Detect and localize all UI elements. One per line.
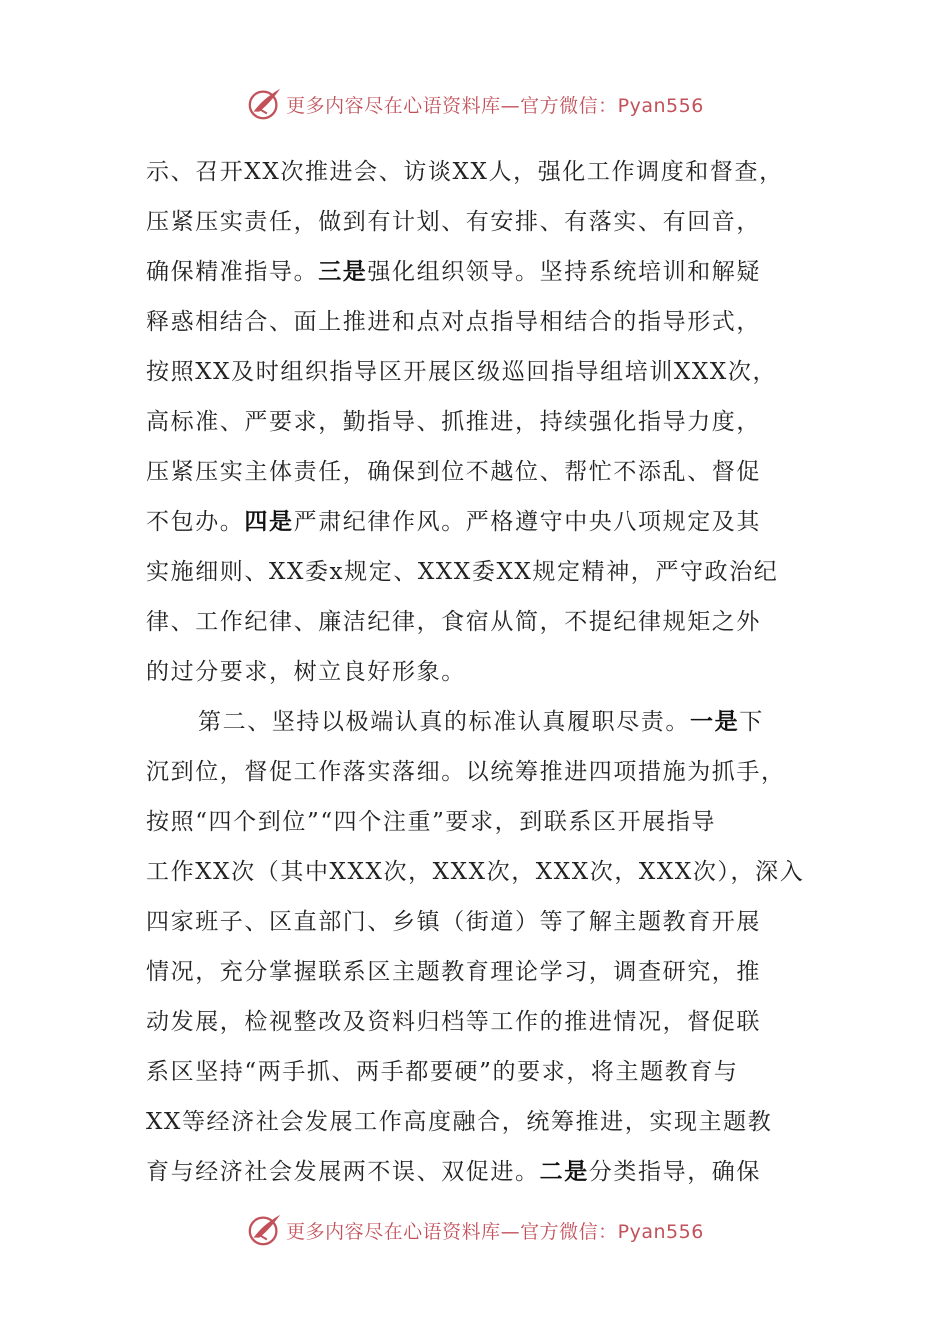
text-run: 动发展，检视整改及资料归档等工作的推进情况，督促联	[146, 1009, 761, 1035]
text-run: 工作XX次（其中XXX次，XXX次，XXX次，XXX次），深入	[146, 859, 805, 885]
text-line	[146, 647, 796, 697]
text-run: 释惑相结合、面上推进和点对点指导相结合的指导形式，	[146, 309, 761, 335]
text-line	[146, 997, 796, 1047]
text-run: 下	[739, 709, 764, 735]
text-line	[146, 347, 796, 397]
text-line	[146, 947, 796, 997]
text-run: XX等经济社会发展工作高度融合，统筹推进，实现主题教	[146, 1109, 773, 1135]
text-run: 第二、坚持以极端认真的标准认真履职尽责。	[198, 709, 690, 735]
text-run: 的过分要求，树立良好形象。	[146, 659, 466, 685]
footer-watermark-banner	[0, 1210, 950, 1250]
text-line	[146, 197, 796, 247]
text-run: 四家班子、区直部门、乡镇（街道）等了解主题教育开展	[146, 909, 761, 935]
bold-label: 二是	[539, 1158, 589, 1185]
text-line	[146, 1047, 796, 1097]
text-run: 压紧压实责任，做到有计划、有安排、有落实、有回音，	[146, 209, 761, 235]
text-run: 高标准、严要求，勤指导、抓推进，持续强化指导力度，	[146, 409, 761, 435]
quill-seal-icon	[246, 85, 284, 123]
document-body	[146, 147, 805, 1197]
header-watermark-banner	[0, 84, 950, 124]
text-run: 实施细则、XX委x规定、XXX委XX规定精神，严守政治纪	[146, 559, 779, 585]
text-run: 按照XX及时组织指导区开展区级巡回指导组培训XXX次，	[146, 359, 778, 385]
bold-label: 三是	[318, 258, 368, 285]
text-line	[146, 447, 796, 497]
text-line	[146, 297, 796, 347]
text-run: 示、召开XX次推进会、访谈XX人，强化工作调度和督查，	[146, 159, 784, 185]
text-run: 育与经济社会发展两不误、双促进。	[146, 1159, 540, 1185]
text-run: 确保精准指导。	[146, 259, 319, 285]
bold-label: 四是	[244, 508, 294, 535]
text-line	[146, 247, 796, 297]
text-line	[146, 397, 796, 447]
text-line	[146, 497, 796, 547]
text-line	[146, 547, 796, 597]
text-line	[146, 597, 796, 647]
text-line	[146, 747, 796, 797]
bold-label: 一是	[690, 708, 740, 735]
text-run: 强化组织领导。坚持系统培训和解疑	[367, 259, 762, 285]
text-line	[146, 1097, 796, 1147]
text-line	[146, 147, 796, 197]
text-run: 系区坚持“两手抓、两手都要硬”的要求，将主题教育与	[146, 1059, 739, 1085]
text-line	[146, 847, 805, 897]
text-run: 沉到位，督促工作落实落细。以统筹推进四项措施为抓手，	[146, 759, 786, 785]
text-run: 不包办。	[146, 509, 245, 535]
text-run: 严肃纪律作风。严格遵守中央八项规定及其	[293, 509, 762, 535]
text-line	[146, 797, 796, 847]
text-line	[146, 897, 796, 947]
text-run: 压紧压实主体责任，确保到位不越位、帮忙不添乱、督促	[146, 459, 761, 485]
watermark-text: 更多内容尽在心语资料库—官方微信：Pyan556	[286, 94, 704, 117]
text-line	[146, 1147, 796, 1197]
text-run: 律、工作纪律、廉洁纪律，食宿从简，不提纪律规矩之外	[146, 609, 761, 635]
text-run: 按照“四个到位”“四个注重”要求，到联系区开展指导	[146, 809, 717, 835]
text-run: 情况，充分掌握联系区主题教育理论学习，调查研究，推	[146, 959, 761, 985]
text-line	[146, 697, 796, 747]
quill-seal-icon	[246, 1211, 284, 1249]
watermark-text: 更多内容尽在心语资料库—官方微信：Pyan556	[286, 1220, 704, 1243]
text-run: 分类指导，确保	[588, 1159, 762, 1185]
